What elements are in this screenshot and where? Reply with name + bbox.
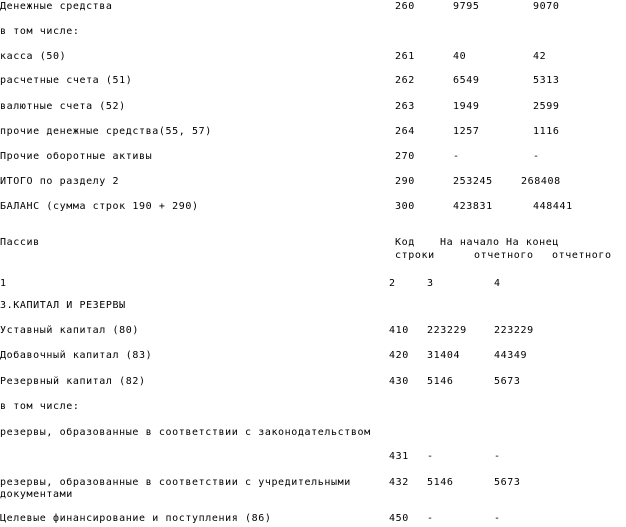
row-end-value: 2599 — [533, 101, 560, 112]
column-index-2: 2 — [389, 278, 396, 289]
row-start-value: 5146 — [427, 376, 454, 387]
header-name: Пассив — [0, 237, 40, 248]
row-code: 264 — [395, 126, 415, 137]
table-row — [0, 125, 626, 139]
table-row — [0, 200, 626, 214]
row-name: Прочие оборотные активы — [0, 151, 153, 162]
row-code: 432 — [389, 477, 409, 488]
column-index-3: 3 — [427, 278, 434, 289]
header-code-line1: Код — [395, 237, 415, 248]
row-end-value: 42 — [533, 51, 547, 62]
row-code: 270 — [395, 151, 415, 162]
table-row — [0, 324, 626, 338]
row-start-value: 423831 — [453, 201, 493, 212]
row-start-value: - — [427, 513, 434, 524]
row-end-value: 1116 — [533, 126, 560, 137]
header-start-line2: отчетного — [474, 250, 534, 261]
row-end-value: - — [533, 151, 540, 162]
header-end-line1: На конец — [506, 237, 559, 248]
table-row — [0, 450, 626, 464]
table-row — [0, 512, 626, 526]
section-title-text: 3.КАПИТАЛ И РЕЗЕРВЫ — [0, 300, 126, 311]
row-name: ИТОГО по разделу 2 — [0, 176, 120, 187]
row-name: валютные счета (52) — [0, 101, 126, 112]
column-index-4: 4 — [494, 278, 501, 289]
row-code: 431 — [389, 451, 409, 462]
row-end-value: 448441 — [533, 201, 573, 212]
table-row — [0, 349, 626, 363]
column-index-row — [0, 277, 626, 291]
row-name: Целевые финансирование и поступления (86) — [0, 513, 272, 524]
row-end-value: 44349 — [494, 350, 528, 361]
row-code: 450 — [389, 513, 409, 524]
row-name: в том числе: — [0, 26, 80, 37]
row-name: резервы, образованные в соответствии с законодательством — [0, 427, 371, 438]
row-code: 430 — [389, 376, 409, 387]
row-name: Добавочный капитал (83) — [0, 350, 153, 361]
row-name: прочие денежные средства(55, 57) — [0, 126, 212, 137]
row-end-value: 268408 — [521, 176, 561, 187]
header-code-line2: строки — [395, 250, 435, 261]
row-end-value: - — [494, 451, 501, 462]
row-name: Резервный капитал (82) — [0, 376, 146, 387]
table-row — [0, 74, 626, 88]
row-name: Денежные средства — [0, 1, 113, 12]
table-row — [0, 150, 626, 164]
row-code: 263 — [395, 101, 415, 112]
row-end-value: 5673 — [494, 477, 521, 488]
table-row — [0, 100, 626, 114]
table-row — [0, 426, 626, 440]
row-end-value: 9070 — [533, 1, 560, 12]
row-start-value: 223229 — [427, 325, 467, 336]
row-start-value: 5146 — [427, 477, 454, 488]
row-code: 300 — [395, 201, 415, 212]
row-start-value: 1949 — [453, 101, 480, 112]
row-end-value: - — [494, 513, 501, 524]
row-name: в том числе: — [0, 401, 80, 412]
row-name-continuation: документами — [0, 489, 73, 500]
header-end-line2: отчетного — [552, 250, 612, 261]
row-code: 260 — [395, 1, 415, 12]
row-name: Уставный капитал (80) — [0, 325, 140, 336]
table-row — [0, 175, 626, 189]
column-index-1: 1 — [0, 278, 7, 289]
row-start-value: 6549 — [453, 75, 480, 86]
row-start-value: 1257 — [453, 126, 480, 137]
section-title — [0, 299, 626, 313]
row-code: 290 — [395, 176, 415, 187]
row-start-value: 253245 — [453, 176, 493, 187]
table-row — [0, 25, 626, 39]
row-code: 262 — [395, 75, 415, 86]
row-start-value: 9795 — [453, 1, 480, 12]
row-code: 410 — [389, 325, 409, 336]
table-row — [0, 400, 626, 414]
row-end-value: 5313 — [533, 75, 560, 86]
row-code: 261 — [395, 51, 415, 62]
row-end-value: 5673 — [494, 376, 521, 387]
row-name: расчетные счета (51) — [0, 75, 133, 86]
row-start-value: 40 — [453, 51, 467, 62]
row-end-value: 223229 — [494, 325, 534, 336]
row-start-value: 31404 — [427, 350, 461, 361]
table-row — [0, 50, 626, 64]
row-name: касса (50) — [0, 51, 67, 62]
table-row-continuation — [0, 488, 626, 502]
row-name: резервы, образованные в соответствии с учредительными — [0, 477, 351, 488]
row-start-value: - — [427, 451, 434, 462]
row-name: БАЛАНС (сумма строк 190 + 290) — [0, 201, 199, 212]
table-row — [0, 0, 626, 14]
table-row — [0, 375, 626, 389]
row-start-value: - — [453, 151, 460, 162]
row-code: 420 — [389, 350, 409, 361]
header-start-line1: На начало — [440, 237, 500, 248]
